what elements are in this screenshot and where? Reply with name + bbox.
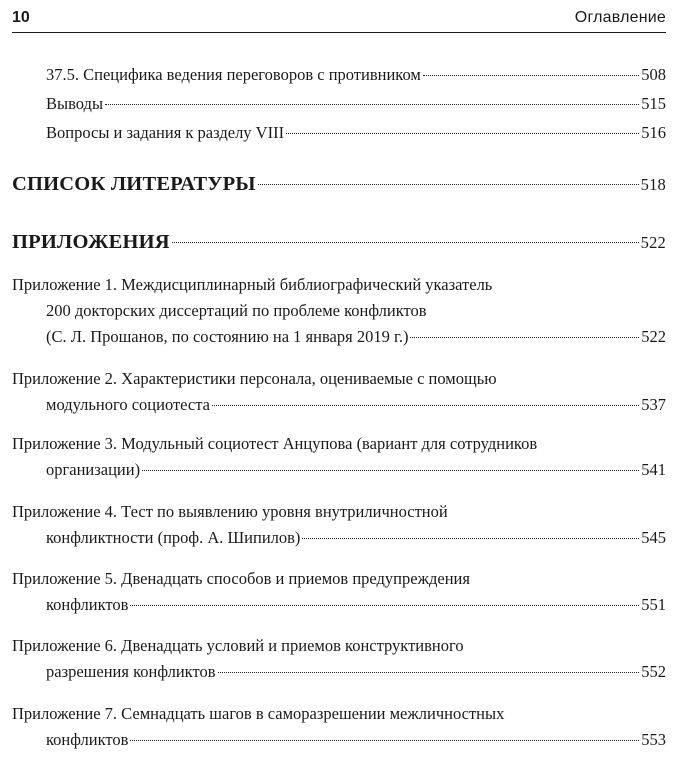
toc-entry-page: 518 [640, 175, 666, 194]
toc-entry-line: Приложение 4. Тест по выявлению уровня внутриличностной [12, 502, 448, 521]
toc-entry-title: СПИСОК ЛИТЕРАТУРЫ [12, 173, 256, 195]
page-header [12, 6, 666, 33]
toc-entry-line: 200 докторских диссертаций по проблеме конфликтов [46, 301, 427, 320]
toc-entry-title: Выводы [46, 94, 104, 113]
toc-entry-appendices[interactable] [12, 227, 666, 258]
toc-entry-appendix-4[interactable] [12, 499, 666, 551]
toc-entry-line: (С. Л. Прошанов, по состоянию на 1 января 2019 г.) [46, 327, 409, 346]
dot-leader [142, 470, 639, 471]
dot-leader [286, 133, 639, 134]
toc-entry-line: конфликтности (проф. А. Шипилов) [46, 528, 301, 547]
running-head: Оглавление [574, 9, 666, 26]
toc-entry-line: конфликтов [46, 730, 129, 749]
toc-entry-title: ПРИЛОЖЕНИЯ [12, 231, 170, 253]
toc-entry-page: 508 [641, 65, 666, 84]
dot-leader [212, 405, 639, 406]
toc-entry-appendix-2[interactable] [12, 366, 666, 418]
toc-entry-page: 522 [640, 233, 666, 252]
toc-entry-page: 537 [641, 395, 666, 414]
toc-entry-conclusions[interactable] [12, 91, 666, 117]
page-number: 10 [12, 9, 30, 26]
toc-entry-appendix-3[interactable] [12, 431, 666, 483]
toc-entry-line: Приложение 7. Семнадцать шагов в саморазрешении межличностных [12, 704, 505, 723]
toc-entry-bibliography[interactable] [12, 169, 666, 200]
toc-entry-questions[interactable] [12, 120, 666, 146]
toc-entry-appendix-5[interactable] [12, 566, 666, 618]
toc-entry-page: 553 [641, 730, 666, 749]
dot-leader [302, 538, 639, 539]
dot-leader [130, 740, 639, 741]
toc-entry-appendix-7[interactable] [12, 701, 666, 753]
dot-leader [218, 672, 640, 673]
toc-entry-line: Приложение 5. Двенадцать способов и приемов предупреждения [12, 569, 470, 588]
toc-entry-title: Вопросы и задания к разделу VIII [46, 123, 285, 142]
toc-entry-page: 516 [641, 123, 666, 142]
dot-leader [423, 75, 639, 76]
toc-entry-37-5[interactable] [12, 62, 666, 88]
dot-leader [172, 242, 639, 243]
toc-entry-page: 541 [641, 460, 666, 479]
toc-entry-appendix-1[interactable] [12, 272, 666, 350]
toc-entry-page: 522 [641, 327, 666, 346]
dot-leader [410, 337, 639, 338]
toc-entry-title: 37.5. Специфика ведения переговоров с противником [46, 65, 421, 84]
toc-entry-line: модульного социотеста [46, 395, 210, 414]
dot-leader [258, 184, 639, 185]
toc-entry-line: Приложение 6. Двенадцать условий и приемов конструктивного [12, 636, 464, 655]
toc-entry-line: Приложение 3. Модульный социотест Анцупова (вариант для сотрудников [12, 434, 538, 453]
toc-entry-page: 545 [641, 528, 666, 547]
toc-entry-page: 515 [641, 94, 666, 113]
toc-entry-line: Приложение 1. Междисциплинарный библиографический указатель [12, 275, 493, 294]
toc-entry-line: разрешения конфликтов [46, 662, 216, 681]
toc-entry-line: Приложение 2. Характеристики персонала, оцениваемые с помощью [12, 369, 497, 388]
toc-entry-line: конфликтов [46, 595, 129, 614]
dot-leader [105, 104, 639, 105]
dot-leader [130, 605, 639, 606]
toc-entry-page: 551 [641, 595, 666, 614]
toc-entry-line: организации) [46, 460, 141, 479]
toc-entry-appendix-6[interactable] [12, 633, 666, 685]
toc-entry-page: 552 [641, 662, 666, 681]
